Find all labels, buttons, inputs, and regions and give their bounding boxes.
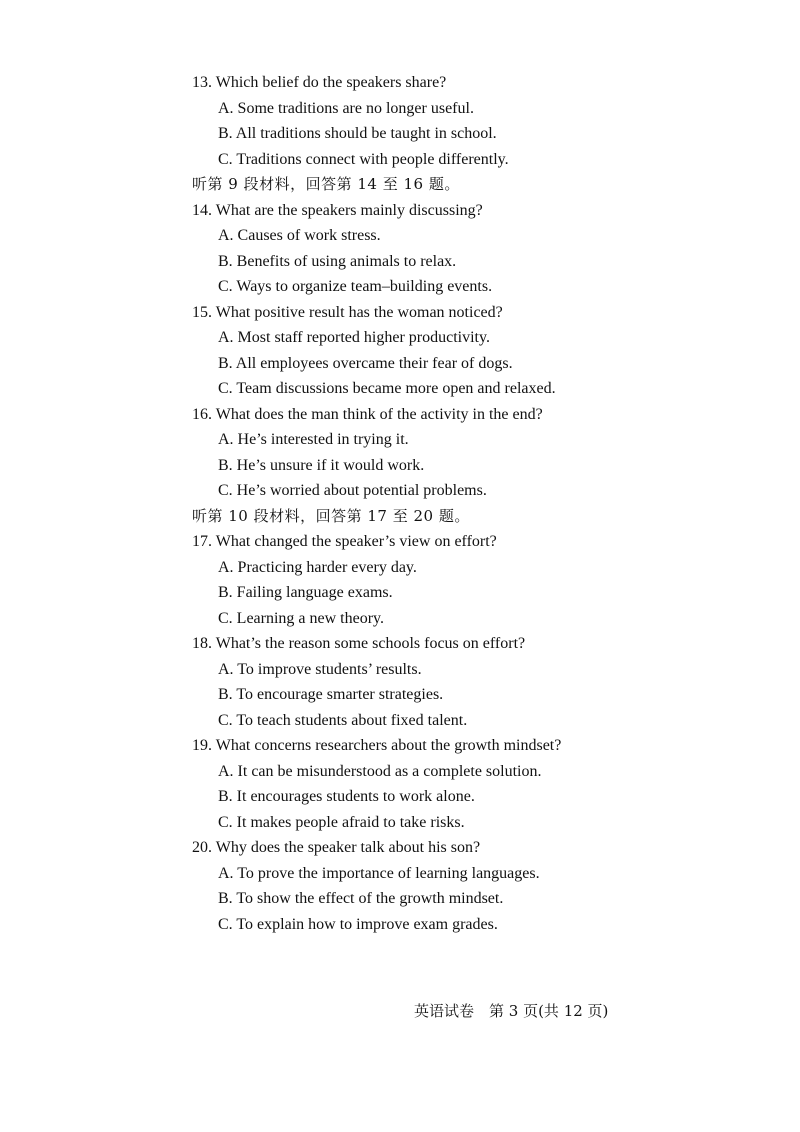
option-line: C. To teach students about fixed talent. xyxy=(218,711,468,729)
section-instruction: 听第 10 段材料，回答第 17 至 20 题。 xyxy=(192,506,470,525)
option-line: B. He’s unsure if it would work. xyxy=(218,456,425,474)
option-line: C. Team discussions became more open and relaxed. xyxy=(218,380,556,397)
option-line: A. To prove the importance of learning languages. xyxy=(218,864,540,882)
option-line: B. All employees overcame their fear of dogs. xyxy=(218,354,513,372)
section-instruction: 听第 9 段材料，回答第 14 至 16 题。 xyxy=(192,175,460,193)
option-line: C. To explain how to improve exam grades. xyxy=(218,915,498,933)
option-line: C. Learning a new theory. xyxy=(218,609,385,627)
page-footer: 英语试卷 第 3 页(共 12 页) xyxy=(414,1002,609,1020)
option-line: A. Most staff reported higher productivity. xyxy=(218,329,490,346)
option-line: B. Failing language exams. xyxy=(218,584,393,601)
option-line: C. He’s worried about potential problems. xyxy=(218,482,487,499)
question-line: 19. What concerns researchers about the growth mindset? xyxy=(192,737,562,754)
question-line: 20. Why does the speaker talk about his son? xyxy=(192,839,481,856)
question-line: 18. What’s the reason some schools focus on effort? xyxy=(192,635,526,652)
option-line: B. To encourage smarter strategies. xyxy=(218,686,444,703)
option-line: B. All traditions should be taught in school. xyxy=(218,125,497,142)
option-line: A. It can be misunderstood as a complete solution. xyxy=(218,762,542,780)
option-line: C. It makes people afraid to take risks. xyxy=(218,813,465,831)
option-line: A. He’s interested in trying it. xyxy=(218,431,409,448)
question-list xyxy=(192,70,752,937)
question-line: 15. What positive result has the woman noticed? xyxy=(192,303,503,321)
question-line: 17. What changed the speaker’s view on effort? xyxy=(192,533,497,550)
option-line: A. Practicing harder every day. xyxy=(218,558,417,576)
option-line: B. To show the effect of the growth mindset. xyxy=(218,890,504,907)
option-line: A. Causes of work stress. xyxy=(218,227,381,244)
option-line: A. To improve students’ results. xyxy=(218,660,422,678)
option-line: C. Ways to organize team–building events. xyxy=(218,278,493,295)
option-line: B. It encourages students to work alone. xyxy=(218,788,475,805)
option-line: C. Traditions connect with people differently. xyxy=(218,150,509,168)
question-line: 14. What are the speakers mainly discussing? xyxy=(192,201,483,219)
option-line: B. Benefits of using animals to relax. xyxy=(218,252,457,270)
question-line: 16. What does the man think of the activity in the end? xyxy=(192,405,543,423)
question-line: 13. Which belief do the speakers share? xyxy=(192,74,447,91)
option-line: A. Some traditions are no longer useful. xyxy=(218,99,474,117)
